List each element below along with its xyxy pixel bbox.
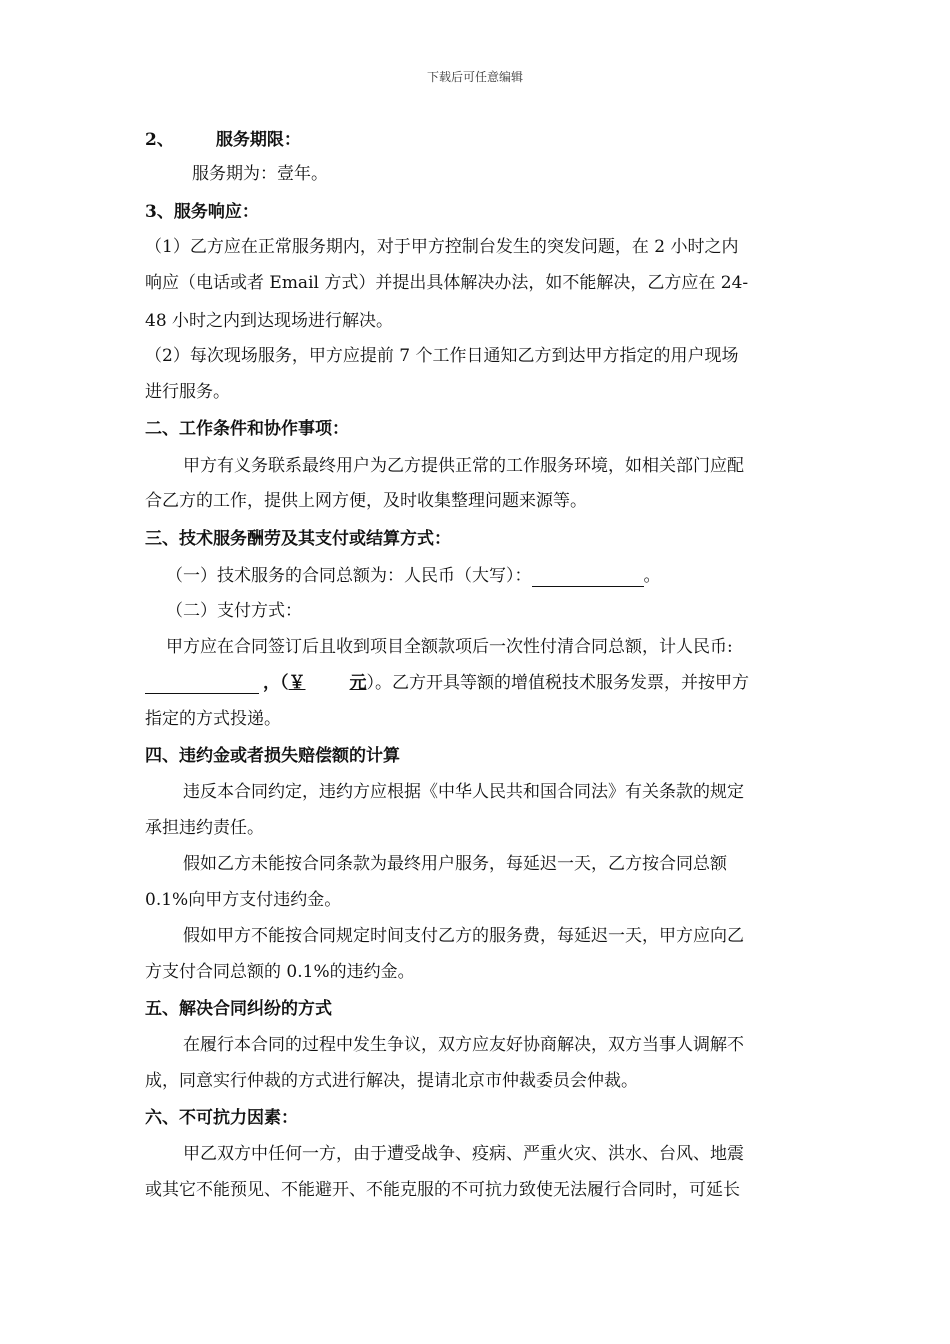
rmb-amount-line <box>145 672 749 694</box>
paragraph-line: 假如甲方不能按合同规定时间支付乙方的服务费，每延迟一天，甲方应向乙 <box>183 926 744 946</box>
paragraph-line: 承担违约责任。 <box>145 818 264 838</box>
payment-method-label: （二）支付方式： <box>166 601 302 621</box>
paragraph-line: 假如乙方未能按合同条款为最终用户服务，每延迟一天，乙方按合同总额 <box>183 854 727 874</box>
page-header: 下载后可任意编辑 <box>426 70 523 84</box>
paragraph-line: （2）每次现场服务，甲方应提前 7 个工作日通知乙方到达甲方指定的用户现场 <box>145 346 739 366</box>
paragraph-line: 或其它不能预见、不能避开、不能克服的不可抗力致使无法履行合同时，可延长 <box>145 1180 740 1200</box>
contract-total-label: （一）技术服务的合同总额为：人民币（大写）： <box>166 566 532 586</box>
paragraph-line: 违反本合同约定，违约方应根据《中华人民共和国合同法》有关条款的规定 <box>183 782 744 802</box>
contract-total-blank[interactable] <box>532 568 644 587</box>
yen-symbol: ￥ <box>288 673 306 693</box>
section-2-title: 服务期限： <box>215 130 301 150</box>
paragraph-line: 甲方有义务联系最终用户为乙方提供正常的工作服务环境，如相关部门应配 <box>183 456 744 476</box>
paragraph-line: 成，同意实行仲裁的方式进行解决，提请北京市仲裁委员会仲裁。 <box>145 1071 638 1091</box>
contract-total-line <box>166 565 661 587</box>
service-term-text: 服务期为：壹年。 <box>192 164 328 184</box>
paragraph-line: 甲方应在合同签订后且收到项目全额款项后一次性付清合同总额，计人民币: <box>166 637 733 657</box>
paragraph-line: 方支付合同总额的 0.1%的违约金。 <box>145 962 415 982</box>
rmb-open-paren: （ <box>280 673 289 693</box>
invoice-text: ）。乙方开具等额的增值税技术服务发票，并按甲方 <box>366 673 749 693</box>
yuan-unit: 元 <box>349 673 367 693</box>
paragraph-line: 48 小时之内到达现场进行解决。 <box>145 311 394 331</box>
paragraph-line: 0.1%向甲方支付违约金。 <box>145 890 342 910</box>
section-force-majeure-heading: 六、不可抗力因素： <box>145 1108 298 1128</box>
paragraph-line: 甲乙双方中任何一方，由于遭受战争、疫病、严重火灾、洪水、台风、地震 <box>183 1144 744 1164</box>
section-work-conditions-heading: 二、工作条件和协作事项： <box>145 419 349 439</box>
paragraph-line: 响应（电话或者 Email 方式）并提出具体解决办法，如不能解决，乙方应在 24- <box>145 273 749 293</box>
section-3-heading: 3、服务响应： <box>145 202 259 222</box>
paragraph-line: 指定的方式投递。 <box>145 709 281 729</box>
paragraph-line: 在履行本合同的过程中发生争议，双方应友好协商解决，双方当事人调解不 <box>183 1035 744 1055</box>
paragraph-line: 合乙方的工作，提供上网方便，及时收集整理问题来源等。 <box>145 491 587 511</box>
section-2-heading <box>145 129 301 151</box>
paragraph-line: 进行服务。 <box>145 382 230 402</box>
section-dispute-heading: 五、解决合同纠纷的方式 <box>145 999 332 1019</box>
rmb-comma: ， <box>263 673 280 693</box>
yen-amount-field[interactable] <box>289 673 367 693</box>
rmb-amount-blank[interactable] <box>145 675 259 694</box>
section-penalty-heading: 四、违约金或者损失赔偿额的计算 <box>145 746 400 766</box>
contract-total-end: 。 <box>643 566 661 586</box>
section-payment-heading: 三、技术服务酬劳及其支付或结算方式： <box>145 529 451 549</box>
paragraph-line: （1）乙方应在正常服务期内，对于甲方控制台发生的突发问题，在 2 小时之内 <box>145 237 739 257</box>
section-2-number: 2、 <box>145 130 174 150</box>
